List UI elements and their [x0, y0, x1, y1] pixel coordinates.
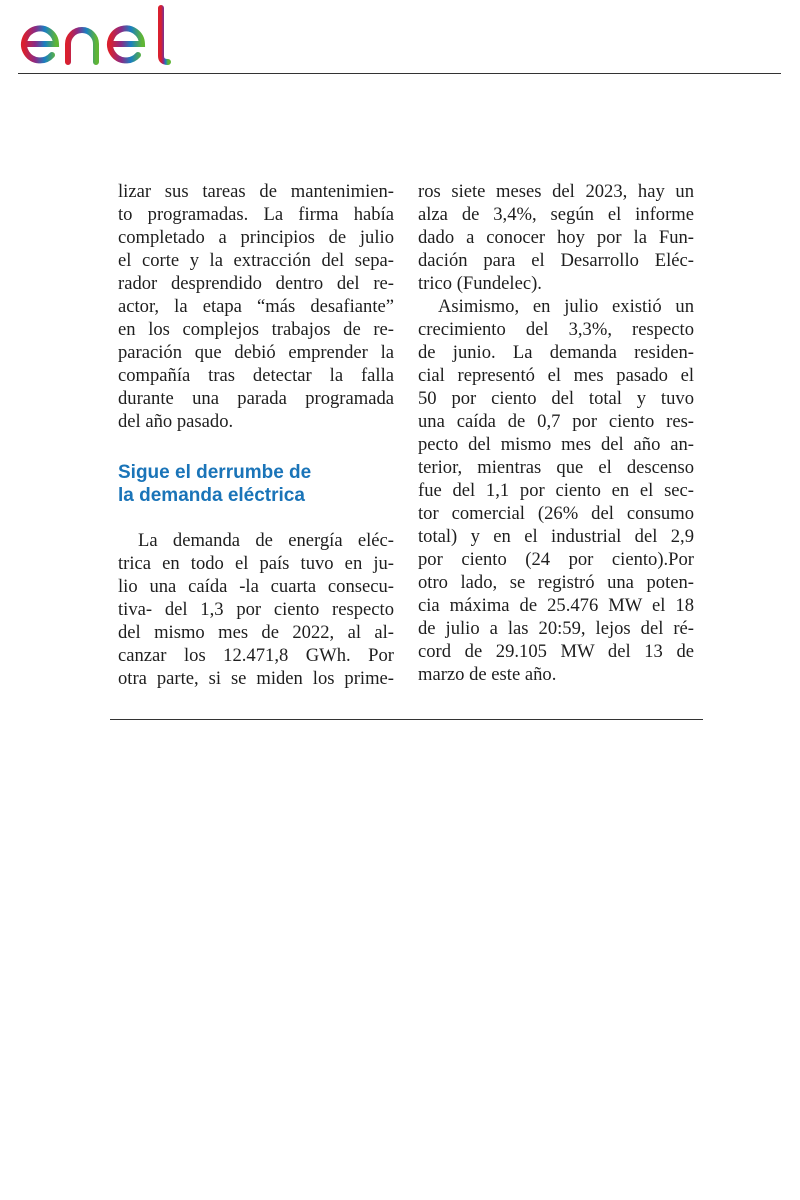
text-line: pecto del mismo mes del año an- [418, 434, 694, 455]
text-line: en los complejos trabajos de re- [118, 319, 394, 340]
text-line: ros siete meses del 2023, hay un [418, 181, 694, 202]
text-line: dación para el Desarrollo Eléc- [418, 250, 694, 271]
text-line: Asimismo, en julio existió un [438, 296, 694, 317]
text-line: una caída de 0,7 por ciento res- [418, 411, 694, 432]
text-line: durante una parada programada [118, 388, 394, 409]
text-line: tor comercial (26% del consumo [418, 503, 694, 524]
heading-line: Sigue el derrumbe de [118, 462, 312, 483]
text-line: to programadas. La firma había [118, 204, 394, 225]
text-line: compañía tras detectar la falla [118, 365, 394, 386]
section-heading [118, 461, 394, 507]
text-line: otra parte, si se miden los prime- [118, 668, 394, 689]
text-line: rador desprendido dentro del re- [118, 273, 394, 294]
text-line: crecimiento del 3,3%, respecto [418, 319, 694, 340]
text-line: de julio a las 20:59, lejos del ré- [418, 618, 694, 639]
text-line: trica en todo el país tuvo en ju- [118, 553, 394, 574]
text-line: fue del 1,1 por ciento en el sec- [418, 480, 694, 501]
article-column-left [118, 180, 394, 690]
text-line: marzo de este año. [418, 664, 557, 685]
text-line: 50 por ciento del total y tuvo [418, 388, 694, 409]
heading-line: la demanda eléctrica [118, 485, 305, 506]
text-line: alza de 3,4%, según el informe [418, 204, 694, 225]
text-line: cia máxima de 25.476 MW el 18 [418, 595, 694, 616]
paragraph [418, 295, 694, 686]
paragraph [418, 180, 694, 295]
text-line: dado a conocer hoy por la Fun- [418, 227, 694, 248]
text-line: completado a principios de julio [118, 227, 394, 248]
text-line: paración que debió emprender la [118, 342, 394, 363]
text-line: otro lado, se registró una poten- [418, 572, 694, 593]
text-line: cial representó el mes pasado el [418, 365, 694, 386]
article-column-right [418, 180, 694, 686]
text-line: del mismo mes de 2022, al al- [118, 622, 394, 643]
text-line: lio una caída -la cuarta consecu- [118, 576, 394, 597]
text-line: lizar sus tareas de mantenimien- [118, 181, 394, 202]
text-line: cord de 29.105 MW del 13 de [418, 641, 694, 662]
text-line: terior, mientras que el descenso [418, 457, 694, 478]
text-line: actor, la etapa “más desafiante” [118, 296, 394, 317]
header-divider [18, 73, 781, 74]
paragraph [118, 529, 394, 690]
text-line: tiva- del 1,3 por ciento respecto [118, 599, 394, 620]
text-line: total) y en el industrial del 2,9 [418, 526, 694, 547]
enel-logo [16, 4, 182, 68]
text-line: canzar los 12.471,8 GWh. Por [118, 645, 394, 666]
text-line: del año pasado. [118, 411, 234, 432]
text-line: trico (Fundelec). [418, 273, 542, 294]
text-line: de junio. La demanda residen- [418, 342, 694, 363]
text-line: el corte y la extracción del sepa- [118, 250, 394, 271]
paragraph [118, 180, 394, 433]
text-line: La demanda de energía eléc- [138, 530, 394, 551]
article-bottom-divider [110, 719, 703, 720]
text-line: por ciento (24 por ciento).Por [418, 549, 694, 570]
